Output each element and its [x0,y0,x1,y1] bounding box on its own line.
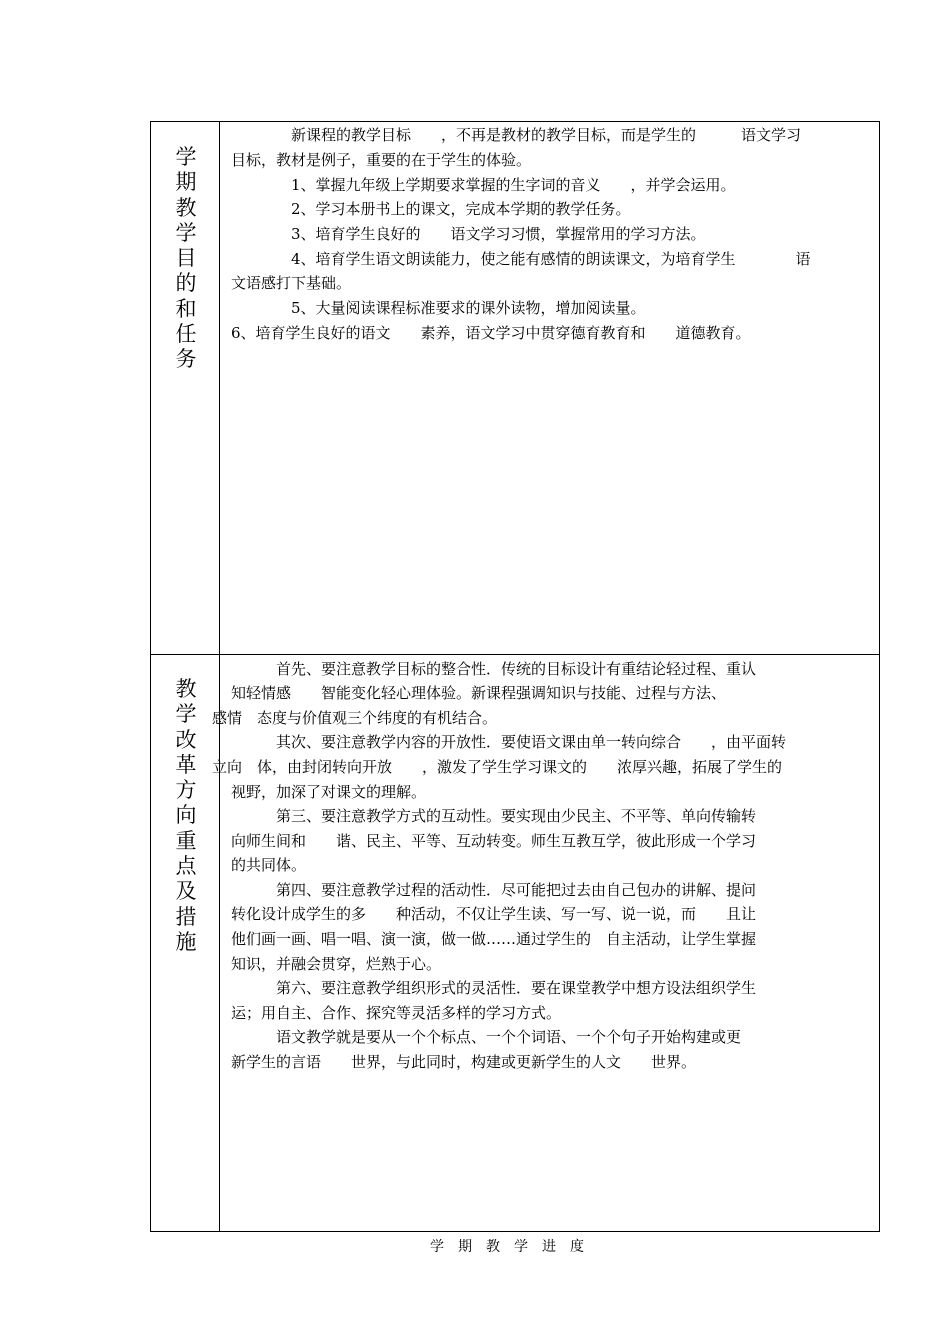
section-content [231,122,871,654]
text-line: 3、培育学生良好的 语文学习习惯，掌握常用的学习方法。 [231,225,706,243]
text-line: 其次、要注意教学内容的开放性．要使语文课由单一转向综合 ，由平面转 [231,733,787,751]
text-line: 文语感打下基础。 [231,274,352,292]
text-line: 2、学习本册书上的课文，完成本学期的教学任务。 [231,200,631,218]
text-line: 6、培育学生良好的语文 素养，语文学习中贯穿德育教育和 道德教育。 [231,324,751,342]
plan-table [150,121,880,1232]
text-line: 第三、要注意教学方式的互动性。要实现由少民主、不平等、单向传输转 [231,807,757,825]
text-line: 5、大量阅读课程标准要求的课外读物，增加阅读量。 [231,299,646,317]
text-line: 转化设计成学生的多 种活动，不仅让学生读、写一写、说一说，而 且让 [231,905,757,923]
text-line: 新学生的言语 世界，与此同时，构建或更新学生的人文 世界。 [231,1053,697,1071]
text-line: 的共同体。 [231,856,307,874]
section-reform-row [151,655,879,1231]
text-line: 首先、要注意教学目标的整合性．传统的目标设计有重结论轻过程、重认 [231,660,757,678]
section-content [212,655,871,1231]
section-label: 教学改革方向重点及措施 [175,677,197,954]
text-line: 语文教学就是要从一个个标点、一个个词语、一个个句子开始构建或更 [231,1028,742,1046]
section-label-cell [151,122,220,654]
page-footer-heading: 学期教学进度 [430,1239,598,1255]
text-line: 知轻情感 智能变化轻心理体验。新课程强调知识与技能、过程与方法、 [231,684,727,702]
text-line: 运；用自主、合作、探究等灵活多样的学习方式。 [231,1004,562,1022]
text-line: 第四、要注意教学过程的活动性．尽可能把过去由自己包办的讲解、提问 [231,881,757,899]
text-line: 4、培育学生语文朗读能力，使之能有感情的朗读课文，为培育学生 语 [231,250,811,268]
text-line: 1、掌握九年级上学期要求掌握的生字词的音义 ，并学会运用。 [231,176,736,194]
text-line: 视野，加深了对课文的理解。 [231,783,427,801]
text-line: 感情 态度与价值观三个纬度的有机结合。 [212,709,498,727]
text-line: 新课程的教学目标 ，不再是教材的教学目标，而是学生的 语文学习 [231,126,802,144]
text-line: 向师生间和 谐、民主、平等、互动转变。师生互教互学，彼此形成一个学习 [231,832,757,850]
text-line: 他们画一画、唱一唱、演一演，做一做……通过学生的 自主活动，让学生掌握 [231,930,757,948]
text-line: 知识，并融会贯穿，烂熟于心。 [231,955,442,973]
section-label: 学期教学目的和任务 [175,145,197,372]
text-line: 立向 体，由封闭转向开放 ，激发了学生学习课文的 浓厚兴趣，拓展了学生的 [212,758,783,776]
section-label-cell [151,655,220,1231]
section-goals-row [151,122,879,655]
text-line: 目标，教材是例子，重要的在于学生的体验。 [231,151,532,169]
text-line: 第六、要注意教学组织形式的灵活性．要在课堂教学中想方设法组织学生 [231,979,757,997]
